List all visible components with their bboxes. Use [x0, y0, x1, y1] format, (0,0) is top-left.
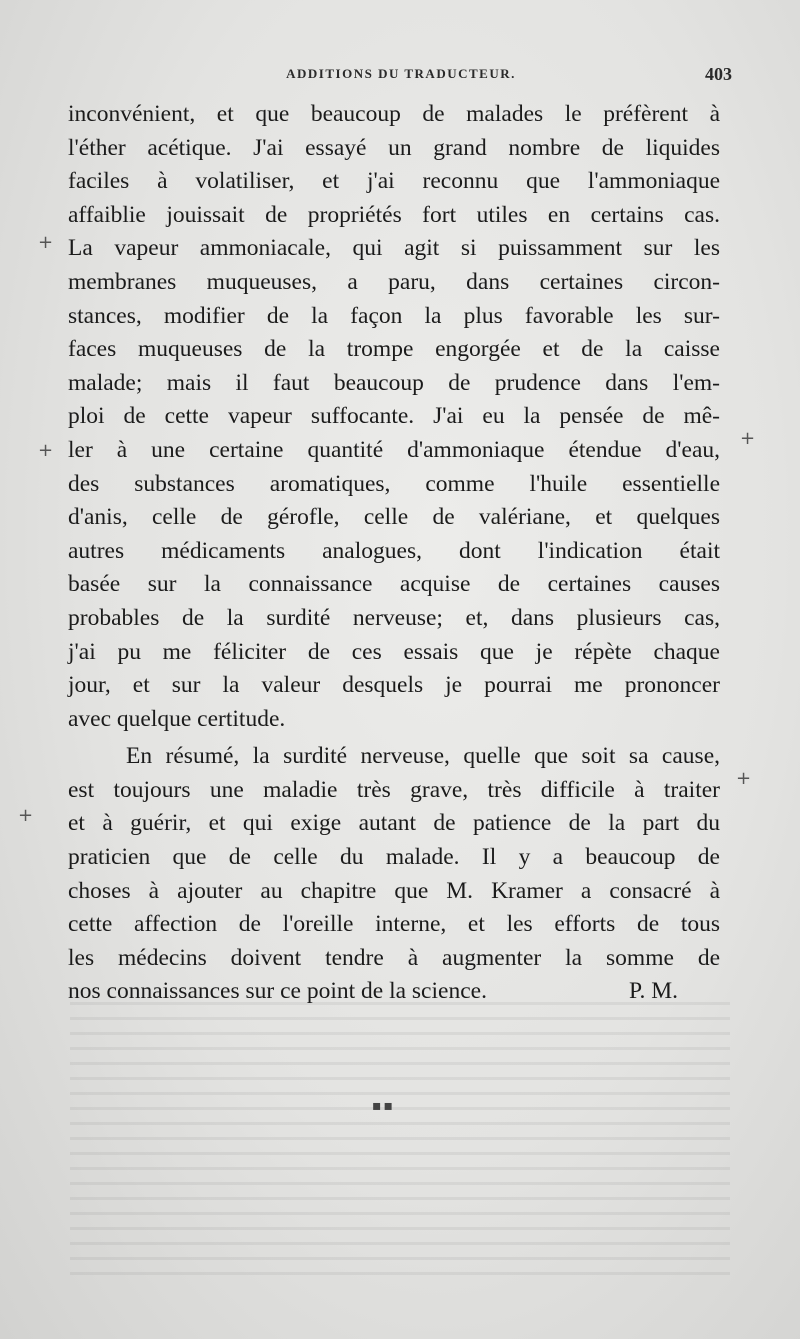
text-line: basée sur la connaissance acquise de certaines causes	[68, 571, 720, 598]
text-line: l'éther acétique. J'ai essayé un grand nombre de liquides	[68, 134, 720, 161]
text-line: probables de la surdité nerveuse; et, dans plusieurs cas,	[68, 604, 720, 631]
text-line: stances, modifier de la façon la plus favorable les sur-	[68, 302, 720, 329]
text-line: autres médicaments analogues, dont l'indication était	[68, 537, 720, 564]
text-line: malade; mais il faut beaucoup de prudence dans l'em-	[68, 369, 720, 396]
text-line: et à guérir, et qui exige autant de patience de la part du	[68, 810, 720, 837]
text-line: est toujours une maladie très grave, très difficile à traiter	[68, 776, 720, 803]
margin-cross-mark: +	[18, 805, 34, 826]
paragraph-1	[68, 98, 720, 736]
page-number: 403	[705, 64, 732, 84]
margin-cross-mark: +	[736, 768, 752, 789]
margin-cross-mark: +	[38, 440, 54, 461]
paragraph-2	[68, 740, 720, 1009]
final-line	[68, 975, 720, 1009]
text-line: ler à une certaine quantité d'ammoniaque étendue d'eau,	[68, 436, 720, 463]
text-line: La vapeur ammoniacale, qui agit si puissamment sur les	[68, 235, 720, 262]
margin-cross-mark: +	[38, 232, 54, 253]
text-line: membranes muqueuses, a paru, dans certaines circon-	[68, 268, 720, 295]
text-line: En résumé, la surdité nerveuse, quelle que soit sa cause,	[126, 743, 720, 770]
text-line: d'anis, celle de gérofle, celle de valériane, et quelques	[68, 504, 720, 531]
text-line: jour, et sur la valeur desquels je pourrai me prononcer	[68, 672, 720, 699]
text-line: cette affection de l'oreille interne, et les efforts de tous	[68, 911, 720, 938]
running-head: ADDITIONS DU TRADUCTEUR.	[286, 66, 516, 81]
page-header	[70, 62, 732, 92]
signature: P. M.	[629, 978, 678, 1005]
text-line: inconvénient, et que beaucoup de malades le préfèrent à	[68, 101, 720, 127]
text-line: j'ai pu me féliciter de ces essais que je répète chaque	[68, 638, 720, 665]
ornament-mark: ▪▪	[372, 1098, 395, 1114]
bleed-through-text	[70, 990, 730, 1280]
text-line: faces muqueuses de la trompe engorgée et de la caisse	[68, 336, 720, 363]
text-line: choses à ajouter au chapitre que M. Kramer a consacré à	[68, 877, 720, 904]
text-line: affaiblie jouissait de propriétés fort utiles en certains cas.	[68, 201, 720, 228]
body-text	[68, 98, 720, 1009]
text-line: praticien que de celle du malade. Il y a beaucoup de	[68, 844, 720, 871]
text-line: avec quelque certitude.	[68, 705, 286, 732]
text-line: ploi de cette vapeur suffocante. J'ai eu la pensée de mê-	[68, 403, 720, 430]
text-line: les médecins doivent tendre à augmenter la somme de	[68, 944, 720, 971]
text-line: faciles à volatiliser, et j'ai reconnu que l'ammoniaque	[68, 168, 720, 195]
margin-cross-mark: +	[740, 428, 756, 449]
text-line: des substances aromatiques, comme l'huile essentielle	[68, 470, 720, 497]
closing-text: nos connaissances sur ce point de la science.	[68, 978, 487, 1005]
